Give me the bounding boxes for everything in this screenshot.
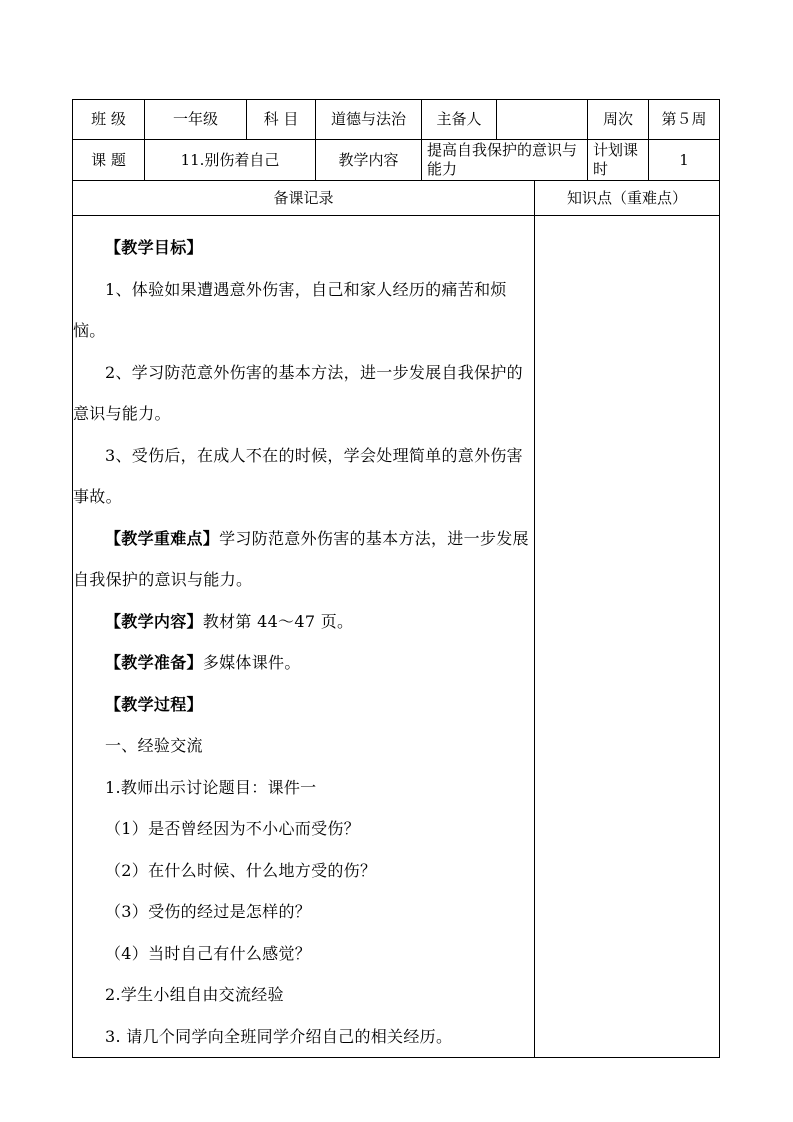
class-value: 一年级 [145, 100, 247, 140]
goal-3: 3、受伤后，在成人不在的时候，学会处理简单的意外伤害事故。 [73, 445, 523, 506]
question-1: （1）是否曾经因为不小心而受伤？ [105, 819, 360, 838]
content-label: 教学内容 [316, 140, 422, 181]
goal-2: 2、学习防范意外伤害的基本方法，进一步发展自我保护的意识与能力。 [73, 362, 523, 423]
content-row [73, 216, 720, 1058]
class-label: 班 级 [73, 100, 145, 140]
header-row-2 [73, 140, 720, 181]
lesson-plan-table [72, 99, 720, 1058]
record-column-header: 备课记录 [73, 181, 535, 216]
teaching-preparation: 【教学准备】多媒体课件。 [105, 653, 301, 672]
teaching-content: 【教学内容】教材第 44～47 页。 [105, 611, 354, 631]
topic-value: 11.别伤着自己 [145, 140, 316, 181]
step-1: 1.教师出示讨论题目：课件一 [105, 777, 317, 797]
column-header-row [73, 181, 720, 216]
process-heading: 【教学过程】 [105, 694, 203, 714]
subject-label: 科 目 [247, 100, 316, 140]
hours-label: 计划课时 [588, 140, 649, 181]
lesson-record-cell [73, 216, 535, 1058]
week-label: 周次 [588, 100, 649, 140]
preparer-label: 主备人 [422, 100, 497, 140]
preparer-value [497, 100, 588, 140]
step-2: 2.学生小组自由交流经验 [105, 985, 284, 1004]
section-1: 一、经验交流 [105, 736, 203, 755]
goal-heading: 【教学目标】 [105, 238, 203, 257]
header-row-1 [73, 100, 720, 140]
hours-value: 1 [649, 140, 720, 181]
knowledge-column-header: 知识点（重难点） [535, 181, 720, 216]
question-2: （2）在什么时候、什么地方受的伤？ [105, 860, 377, 880]
goal-1: 1、体验如果遭遇意外伤害，自己和家人经历的痛苦和烦恼。 [73, 279, 507, 340]
key-points: 【教学重难点】学习防范意外伤害的基本方法，进一步发展自我保护的意识与能力。 [73, 528, 529, 589]
topic-label: 课 题 [73, 140, 145, 181]
question-4: （4）当时自己有什么感觉？ [105, 943, 312, 963]
knowledge-points-cell [535, 216, 720, 1058]
question-3: （3）受伤的经过是怎样的？ [105, 902, 312, 921]
subject-value: 道德与法治 [316, 100, 422, 140]
content-value: 提高自我保护的意识与能力 [422, 140, 588, 181]
week-value: 第５周 [649, 100, 720, 140]
step-3: 3. 请几个同学向全班同学介绍自己的相关经历。 [105, 1026, 453, 1046]
